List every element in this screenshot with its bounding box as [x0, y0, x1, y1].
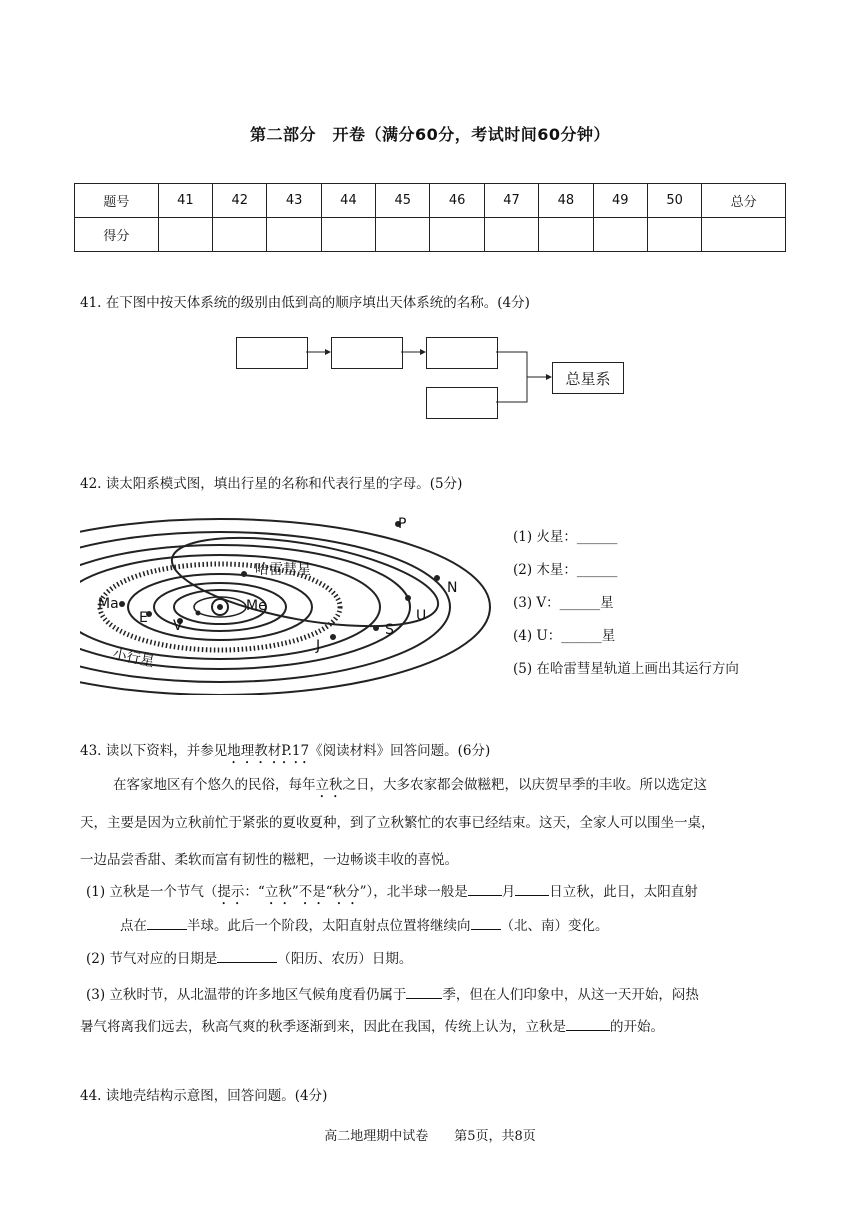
subquestion-text: 的开始。 [610, 1019, 664, 1035]
blank-calendar[interactable] [217, 948, 277, 963]
passage-text: 在客家地区有个悠久的民俗，每年 [113, 777, 316, 793]
answer-line-3: (3) V：______星 [513, 595, 614, 611]
subquestion-3 [86, 984, 699, 1005]
subquestion-text: 半球。此后一个阶段，太阳直射点位置将继续向 [187, 918, 471, 934]
blank-season-start[interactable] [566, 1016, 610, 1031]
blank-month[interactable] [468, 881, 502, 896]
subquestion-text: 季，但在人们印象中，从这一天开始，闷热 [442, 987, 699, 1003]
subquestion-text: (2) 节气对应的日期是 [86, 951, 218, 967]
question-43-text-a: 43. 读以下资料，并参见 [80, 743, 228, 759]
final-box-label: 总星系 [552, 362, 624, 394]
page-footer: 高二地理期中试卷 第5页，共8页 [324, 1129, 536, 1144]
score-header-cell: 47 [484, 184, 538, 218]
subquestion-text: （北、南）变化。 [500, 918, 609, 934]
subquestion-text: 月 [501, 884, 516, 900]
score-header-cell: 45 [376, 184, 430, 218]
score-header-cell: 49 [593, 184, 647, 218]
label-V: V [173, 618, 183, 634]
answer-line-1: (1) 火星：______ [513, 529, 618, 545]
diagram-arrows [0, 0, 860, 440]
score-header-cell: 48 [539, 184, 593, 218]
subquestion-text: ），北半球一般是 [366, 884, 468, 900]
passage-line-1 [113, 775, 785, 801]
label-halley-comet: 哈雷彗星 [255, 562, 311, 578]
score-header-cell: 44 [321, 184, 375, 218]
question-44: 44. 读地壳结构示意图，回答问题。(4分) [80, 1088, 328, 1104]
score-header-cell: 43 [267, 184, 321, 218]
blank-day[interactable] [515, 881, 549, 896]
score-header-cell: 题号 [75, 184, 159, 218]
subquestion-text: 点在 [120, 918, 147, 934]
label-S: S [385, 622, 394, 638]
passage-emphasis: 立秋 [315, 777, 343, 793]
score-header-cell: 50 [647, 184, 701, 218]
label-P: P [398, 516, 407, 532]
subquestion-3-line-2 [80, 1016, 664, 1037]
question-43 [80, 741, 490, 767]
passage-line-3: 一边品尝香甜、柔软而富有韧性的糍粑，一边畅谈丰收的喜悦。 [80, 852, 458, 868]
subquestion-text: (1) 立秋是一个节气（ [86, 884, 218, 900]
answer-line-2: (2) 木星：______ [513, 562, 618, 578]
blank-season[interactable] [406, 984, 442, 999]
question-41: 41. 在下图中按天体系统的级别由低到高的顺序填出天体系统的名称。(4分) [80, 295, 530, 311]
subquestion-2 [86, 948, 412, 969]
question-43-text-b: 《阅读材料》回答问题。(6分) [309, 743, 491, 759]
solar-system-diagram [80, 510, 500, 695]
label-J: J [316, 638, 321, 654]
score-header-cell: 总分 [702, 184, 786, 218]
label-Ma: Ma [98, 596, 119, 612]
question-43-textbook-ref: 地理教材P.17 [227, 743, 310, 759]
subquestion-text: 暑气将离我们远去，秋高气爽的秋季逐渐到来，因此在我国，传统上认为，立秋是 [80, 1019, 566, 1035]
answer-line-4: (4) U：______星 [513, 628, 616, 644]
label-Me: Me [246, 598, 267, 614]
score-row-label: 得分 [75, 218, 159, 252]
question-42: 42. 读太阳系模式图，填出行星的名称和代表行星的字母。(5分) [80, 476, 463, 492]
score-header-cell: 42 [213, 184, 267, 218]
subquestion-text: (3) 立秋时节，从北温带的许多地区气候角度看仍属于 [86, 987, 407, 1003]
section-title: 第二部分 开卷（满分60分，考试时间60分钟） [249, 125, 611, 144]
subquestion-1 [86, 881, 698, 908]
blank-hemisphere[interactable] [147, 915, 187, 930]
blank-direction[interactable] [471, 915, 501, 930]
subquestion-hint: 提示：“立秋”不是“秋分” [217, 884, 367, 900]
subquestion-text: 日立秋，此日，太阳直射 [549, 884, 698, 900]
label-asteroid-belt: 小行星 [111, 646, 156, 671]
halley-comet-orbit [165, 521, 444, 643]
score-header-cell: 41 [158, 184, 212, 218]
subquestion-text: （阳历、农历）日期。 [277, 951, 413, 967]
label-N: N [447, 580, 458, 596]
subquestion-1-line-2 [120, 915, 609, 936]
answer-line-5: (5) 在哈雷彗星轨道上画出其运行方向 [513, 661, 739, 677]
label-U: U [416, 608, 427, 624]
label-E: E [139, 610, 148, 626]
passage-line-2: 天，主要是因为立秋前忙于紧张的夏收夏种，到了立秋繁忙的农事已经结束。这天，全家人可以围坐一桌， [80, 815, 715, 831]
passage-text: 之日，大多农家都会做糍粑，以庆贺早季的丰收。所以选定这 [342, 777, 707, 793]
score-header-cell: 46 [430, 184, 484, 218]
